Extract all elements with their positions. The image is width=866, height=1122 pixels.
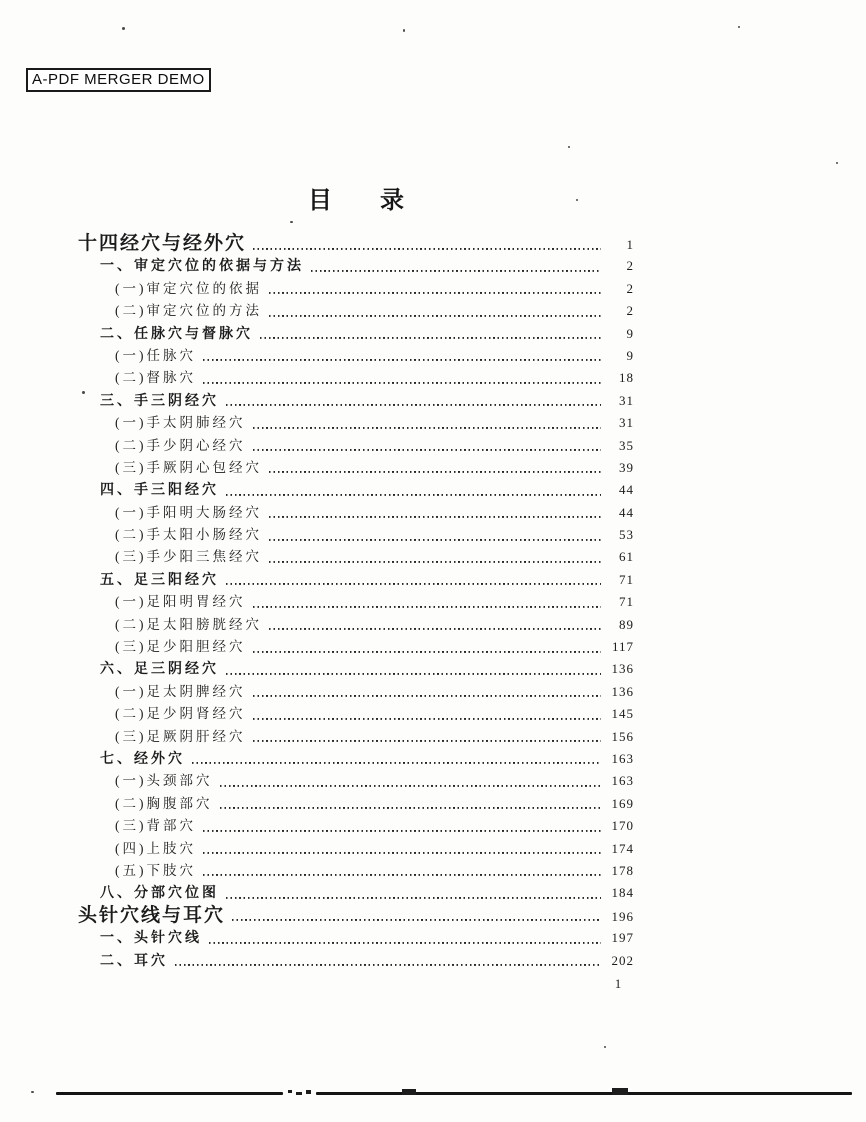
toc-entry <box>78 770 634 792</box>
toc-entry-label: (一)审定穴位的依据 <box>115 280 262 296</box>
toc-entry-page-number: 44 <box>619 482 634 498</box>
toc-entry-page-number: 2 <box>626 303 634 319</box>
toc-entry-label: (四)上肢穴 <box>115 840 196 856</box>
dot-leader <box>192 748 601 770</box>
toc-entry-page-number: 61 <box>619 549 634 565</box>
toc-entry-label: 七、经外穴 <box>100 751 185 767</box>
toc-entry-page-number: 136 <box>611 683 634 699</box>
toc-entry <box>78 502 634 524</box>
dot-leader <box>226 882 601 904</box>
dot-leader <box>253 591 602 613</box>
dot-leader <box>232 905 601 927</box>
dot-leader <box>203 860 601 882</box>
toc-entry <box>78 882 634 904</box>
scan-noise-dot <box>738 26 740 28</box>
toc-entry-page-number: 202 <box>611 952 634 968</box>
scan-noise-dot <box>290 221 293 223</box>
toc-entry-label: (三)背部穴 <box>115 818 196 834</box>
toc-entry-label: (一)手阳明大肠经穴 <box>115 504 262 520</box>
watermark-badge: A-PDF MERGER DEMO <box>26 68 211 92</box>
toc-entry <box>78 479 634 501</box>
toc-entry-page-number: 169 <box>611 795 634 811</box>
toc-entry-page-number: 39 <box>619 459 634 475</box>
toc-entry-label: 五、足三阳经穴 <box>100 572 219 588</box>
toc-entry-label: (二)足少阴肾经穴 <box>115 706 246 722</box>
toc-entry-label: 三、手三阴经穴 <box>100 393 219 409</box>
toc-entry-page-number: 2 <box>626 280 634 296</box>
toc-entry-page-number: 9 <box>626 325 634 341</box>
dot-leader <box>253 726 602 748</box>
toc-entry-label: (二)督脉穴 <box>115 370 196 386</box>
toc-entry-label: (二)足太阳膀胱经穴 <box>115 616 262 632</box>
toc-entry <box>78 233 634 255</box>
toc-entry <box>78 905 634 927</box>
toc-entry <box>78 748 634 770</box>
dot-leader <box>203 367 601 389</box>
dot-leader <box>220 770 602 792</box>
dot-leader <box>311 255 601 277</box>
toc-entry-label: (三)足厥阴肝经穴 <box>115 728 246 744</box>
dot-leader <box>260 323 601 345</box>
toc-entry-label: 一、头针穴线 <box>100 931 202 947</box>
scan-noise-dot <box>836 162 838 164</box>
scan-noise-dot <box>403 29 405 32</box>
toc-entry <box>78 860 634 882</box>
toc-entry <box>78 793 634 815</box>
toc-entry-page-number: 136 <box>611 661 634 677</box>
scan-noise-dot <box>568 146 570 148</box>
toc-entry <box>78 636 634 658</box>
toc-entry <box>78 412 634 434</box>
toc-entry-label: 十四经穴与经外穴 <box>78 233 247 254</box>
dot-leader <box>253 681 602 703</box>
dot-leader <box>209 927 601 949</box>
scan-noise-dot <box>82 391 85 394</box>
toc-entry-label: 八、分部穴位图 <box>100 886 219 902</box>
toc-entry-page-number: 31 <box>619 415 634 431</box>
toc-entry <box>78 255 634 277</box>
toc-entry-label: 一、审定穴位的依据与方法 <box>100 259 304 275</box>
toc-entry-page-number: 1 <box>626 237 634 252</box>
toc-entry-label: 二、耳穴 <box>100 953 168 969</box>
dot-leader <box>253 233 601 255</box>
dot-leader <box>220 793 602 815</box>
dot-leader <box>226 479 601 501</box>
dot-leader <box>226 390 601 412</box>
toc-entry-page-number: 163 <box>611 773 634 789</box>
toc-entry-page-number: 156 <box>611 728 634 744</box>
toc-entry-page-number: 31 <box>619 392 634 408</box>
toc-entry <box>78 726 634 748</box>
bottom-scan-line <box>316 1092 852 1095</box>
toc-entry <box>78 658 634 680</box>
toc-entry-label: (二)手少阴心经穴 <box>115 437 246 453</box>
toc-entry <box>78 950 634 972</box>
dot-leader <box>253 435 602 457</box>
dot-leader <box>175 950 601 972</box>
toc-entry <box>78 569 634 591</box>
dot-leader <box>203 345 601 367</box>
toc-entry <box>78 278 634 300</box>
page-title: 目 录 <box>308 188 416 214</box>
toc-entry-page-number: 2 <box>626 258 634 274</box>
scan-smudge <box>402 1089 416 1095</box>
dot-leader <box>269 457 601 479</box>
dot-leader <box>253 412 602 434</box>
toc-entry-page-number: 197 <box>611 930 634 946</box>
toc-entry <box>78 367 634 389</box>
toc-entry-label: (一)头颈部穴 <box>115 773 213 789</box>
folio-page-number: 1 <box>614 976 622 991</box>
toc-entry-label: 二、任脉穴与督脉穴 <box>100 326 253 342</box>
toc-entry <box>78 300 634 322</box>
toc-entry-page-number: 35 <box>619 437 634 453</box>
toc-entry-page-number: 163 <box>611 750 634 766</box>
toc-entry-page-number: 178 <box>611 862 634 878</box>
toc-entry <box>78 435 634 457</box>
toc-entry-label: (三)手少阳三焦经穴 <box>115 549 262 565</box>
toc-entry-page-number: 44 <box>619 504 634 520</box>
scan-noise-dot <box>576 199 578 201</box>
dot-leader <box>269 524 601 546</box>
dot-leader <box>269 546 601 568</box>
toc-entry-page-number: 184 <box>611 885 634 901</box>
toc-entry-page-number: 145 <box>611 706 634 722</box>
toc-entry <box>78 703 634 725</box>
scan-smudge <box>306 1090 311 1094</box>
dot-leader <box>253 703 602 725</box>
toc-entry <box>78 838 634 860</box>
toc-entry-page-number: 196 <box>611 908 634 924</box>
toc-entry-page-number: 117 <box>611 639 634 655</box>
toc-entry-label: (三)足少阳胆经穴 <box>115 639 246 655</box>
dot-leader <box>269 278 601 300</box>
toc-entry <box>78 457 634 479</box>
scan-smudge <box>296 1092 302 1095</box>
toc-entry-page-number: 174 <box>611 840 634 856</box>
dot-leader <box>203 838 601 860</box>
toc-entry-label: (一)手太阴肺经穴 <box>115 415 246 431</box>
toc-entry-label: (五)下肢穴 <box>115 862 196 878</box>
toc-entry-label: 六、足三阴经穴 <box>100 662 219 678</box>
dot-leader <box>269 614 601 636</box>
dot-leader <box>203 815 601 837</box>
toc-entry-page-number: 71 <box>619 571 634 587</box>
dot-leader <box>226 658 601 680</box>
toc-entry-page-number: 9 <box>626 347 634 363</box>
dot-leader <box>269 300 601 322</box>
toc-entry <box>78 390 634 412</box>
dot-leader <box>269 502 601 524</box>
scan-smudge <box>288 1090 292 1093</box>
toc-entry <box>78 591 634 613</box>
toc-entry-label: (三)手厥阴心包经穴 <box>115 459 262 475</box>
toc-entry <box>78 345 634 367</box>
dot-leader <box>226 569 601 591</box>
toc-entry-label: (二)审定穴位的方法 <box>115 303 262 319</box>
scan-noise-dot <box>604 1046 606 1048</box>
toc-entry-label: 四、手三阳经穴 <box>100 483 219 499</box>
toc-entry-label: (一)任脉穴 <box>115 347 196 363</box>
toc-entry <box>78 614 634 636</box>
scan-noise-dot <box>31 1091 34 1093</box>
toc-entry-label: (一)足阳明胃经穴 <box>115 594 246 610</box>
toc-list <box>78 233 634 972</box>
toc-entry-page-number: 170 <box>611 818 634 834</box>
toc-entry <box>78 927 634 949</box>
toc-entry-label: 头针穴线与耳穴 <box>78 904 226 926</box>
toc-entry-page-number: 53 <box>619 527 634 543</box>
toc-entry-page-number: 18 <box>619 370 634 386</box>
toc-entry <box>78 323 634 345</box>
bottom-scan-line <box>56 1092 283 1095</box>
toc-entry <box>78 524 634 546</box>
scan-noise-dot <box>122 27 125 30</box>
toc-entry <box>78 546 634 568</box>
toc-entry-label: (二)手太阳小肠经穴 <box>115 527 262 543</box>
dot-leader <box>253 636 602 658</box>
toc-entry-label: (一)足太阴脾经穴 <box>115 683 246 699</box>
toc-entry-page-number: 71 <box>619 594 634 610</box>
toc-entry <box>78 681 634 703</box>
toc-entry-page-number: 89 <box>619 616 634 632</box>
scan-smudge <box>612 1088 628 1095</box>
toc-entry <box>78 815 634 837</box>
toc-entry-label: (二)胸腹部穴 <box>115 795 213 811</box>
